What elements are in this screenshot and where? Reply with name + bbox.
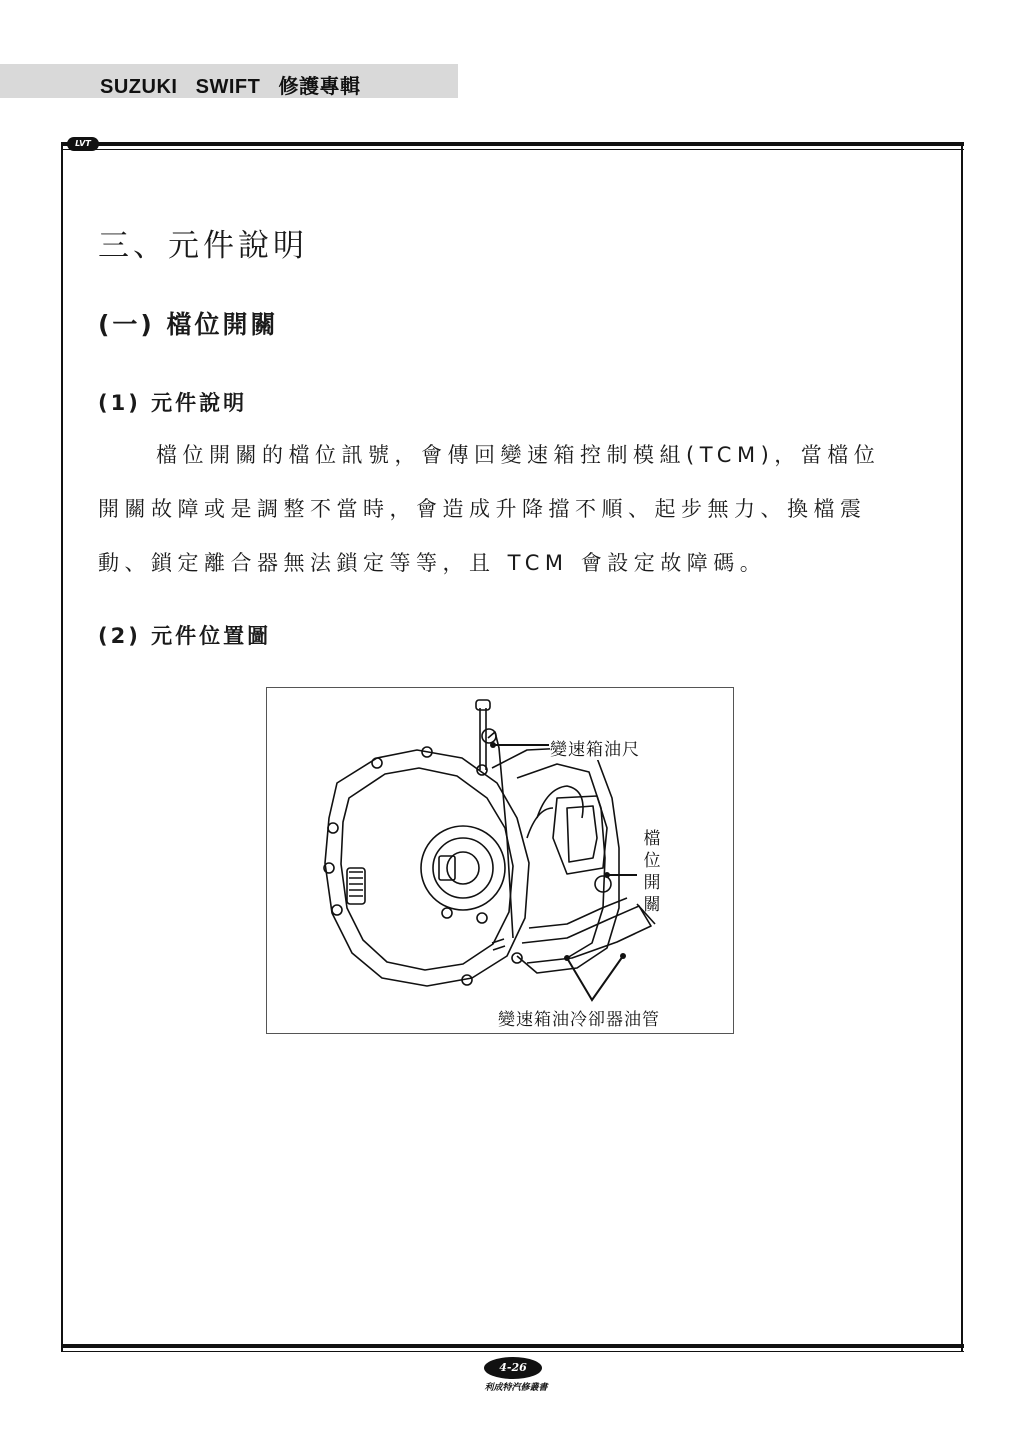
frame-right-rule — [961, 142, 963, 1352]
subsection-title: (一) 檔位開關 — [98, 310, 279, 339]
frame-top-rule-thin — [62, 149, 964, 150]
publisher-logo-badge: LVT — [67, 137, 99, 151]
frame-left-rule — [61, 142, 63, 1352]
dipstick-label: 變速箱油尺 — [550, 735, 640, 760]
section-title: 三、元件說明 — [98, 228, 308, 264]
item-heading-location-diagram: (2) 元件位置圖 — [98, 624, 272, 648]
page-number-badge: 4-26 — [484, 1357, 542, 1379]
header-title: SUZUKI SWIFT 修護專輯 — [100, 76, 361, 98]
component-location-figure — [266, 687, 734, 1034]
description-paragraph: 檔位開關的檔位訊號，會傳回變速箱控制模組(TCM)，當檔位開關故障或是調整不當時，會造成升降擋不順、起步無力、換檔震動、鎖定離合器無法鎖定等等，且 TCM 會設定故障碼。 — [98, 443, 881, 575]
range-switch-label: 檔位開關 — [643, 829, 661, 915]
item-heading-description: (1) 元件說明 — [98, 391, 248, 415]
transmission-illustration — [267, 688, 733, 1033]
frame-top-rule — [62, 142, 964, 146]
frame-bottom-rule — [62, 1344, 964, 1348]
frame-bottom-rule-thin — [62, 1351, 964, 1352]
publisher-name: 利成特汽修叢書 — [484, 1383, 548, 1393]
cooler-lines-label: 變速箱油冷卻器油管 — [498, 1005, 660, 1030]
